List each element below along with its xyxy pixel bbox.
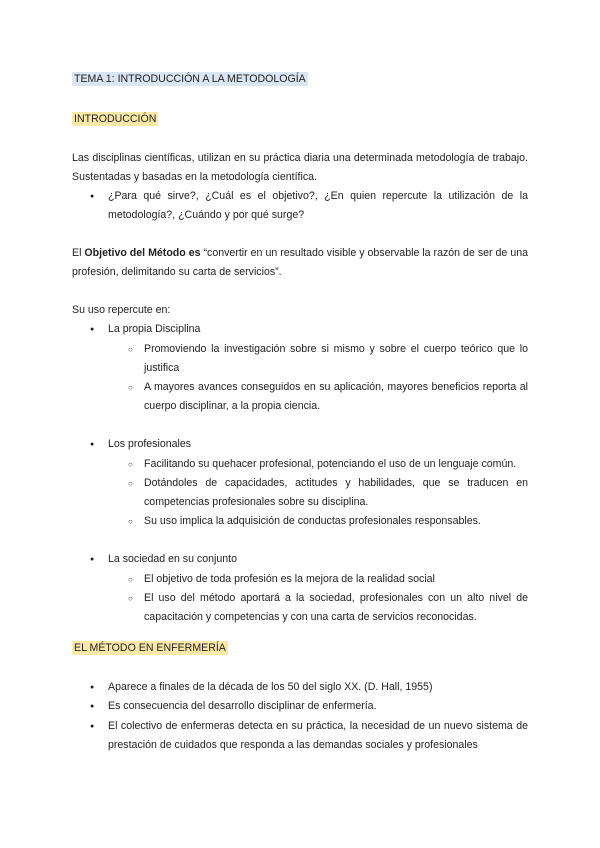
list-item: ● El colectivo de enfermeras detecta en su práctica, la necesidad de un nuevo sistema de prestación de cuidados que responda a las demandas sociales y profesionales [72, 717, 528, 755]
list-item: ● ¿Para qué sirve?, ¿Cuál es el objetivo?, ¿En quien repercute la utilización de la metodología?, ¿Cuándo y por qué surge? [72, 187, 528, 225]
group-list-profesionales [72, 435, 528, 531]
sub-list-item: ○ Promoviendo la investigación sobre si mismo y sobre el cuerpo teórico que lo justifica [108, 340, 528, 378]
uso-intro: Su uso repercute en: [72, 304, 171, 317]
sub-list-item: ○ A mayores avances conseguidos en su aplicación, mayores beneficios reporta al cuerpo disciplinar, a la propia ciencia. [108, 378, 528, 416]
group-label-text: Los profesionales [108, 438, 192, 451]
section-heading-text: EL MÉTODO EN ENFERMERÍA [74, 642, 226, 655]
intro-paragraph: Las disciplinas científicas, utilizan en su práctica diaria una determinada metodología de trabajo. Sustentadas y basadas en la metodología científica. [72, 152, 528, 183]
objective-paragraph [72, 244, 528, 282]
sub-list-item: ○ Dotándoles de capacidades, actitudes y habilidades, que se traducen en competencias profesionales sobre su disciplina. [108, 474, 528, 512]
sub-list-item: ○ Su uso implica la adquisición de conductas profesionales responsables. [108, 512, 528, 531]
sub-list [108, 455, 528, 532]
section-heading-metodo [72, 639, 528, 658]
sub-list-item: ○ El objetivo de toda profesión es la mejora de la realidad social [108, 570, 528, 589]
section-heading-introduccion [72, 110, 528, 129]
objective-prefix: El [72, 247, 85, 260]
group-list-sociedad [72, 550, 528, 627]
list-item: ● Aparece a finales de la década de los 50 del siglo XX. (D. Hall, 1955) [72, 678, 528, 697]
sub-list-item: ○ El uso del método aportará a la sociedad, profesionales con un alto nivel de capacitación y competencias y con una carta de servicios reconocidas. [108, 589, 528, 627]
sub-list [108, 570, 528, 628]
page-title [72, 70, 528, 89]
metodo-list [72, 678, 528, 755]
list-item: ● Es consecuencia del desarrollo disciplinar de enfermería. [72, 697, 528, 716]
objective-rest: “convertir en un resultado visible y observable la razón de ser de una profesión, delimitando su carta de servicios”. [72, 247, 528, 279]
sub-list [108, 340, 528, 417]
group-label [72, 320, 528, 416]
objective-bold: Objetivo del Método es [84, 247, 201, 260]
document-body [72, 70, 528, 755]
group-list-disciplina [72, 320, 528, 416]
page-title-text: TEMA 1: INTRODUCCIÓN A LA METODOLOGÍA [74, 73, 306, 85]
group-label-text: La sociedad en su conjunto [108, 553, 237, 566]
sub-list-item: ○ Facilitando su quehacer profesional, potenciando el uso de un lenguaje común. [108, 455, 528, 474]
section-heading-text: INTRODUCCIÓN [74, 113, 157, 125]
group-label [72, 550, 528, 627]
group-label [72, 435, 528, 531]
questions-list [72, 187, 528, 225]
group-label-text: La propia Disciplina [108, 323, 201, 336]
